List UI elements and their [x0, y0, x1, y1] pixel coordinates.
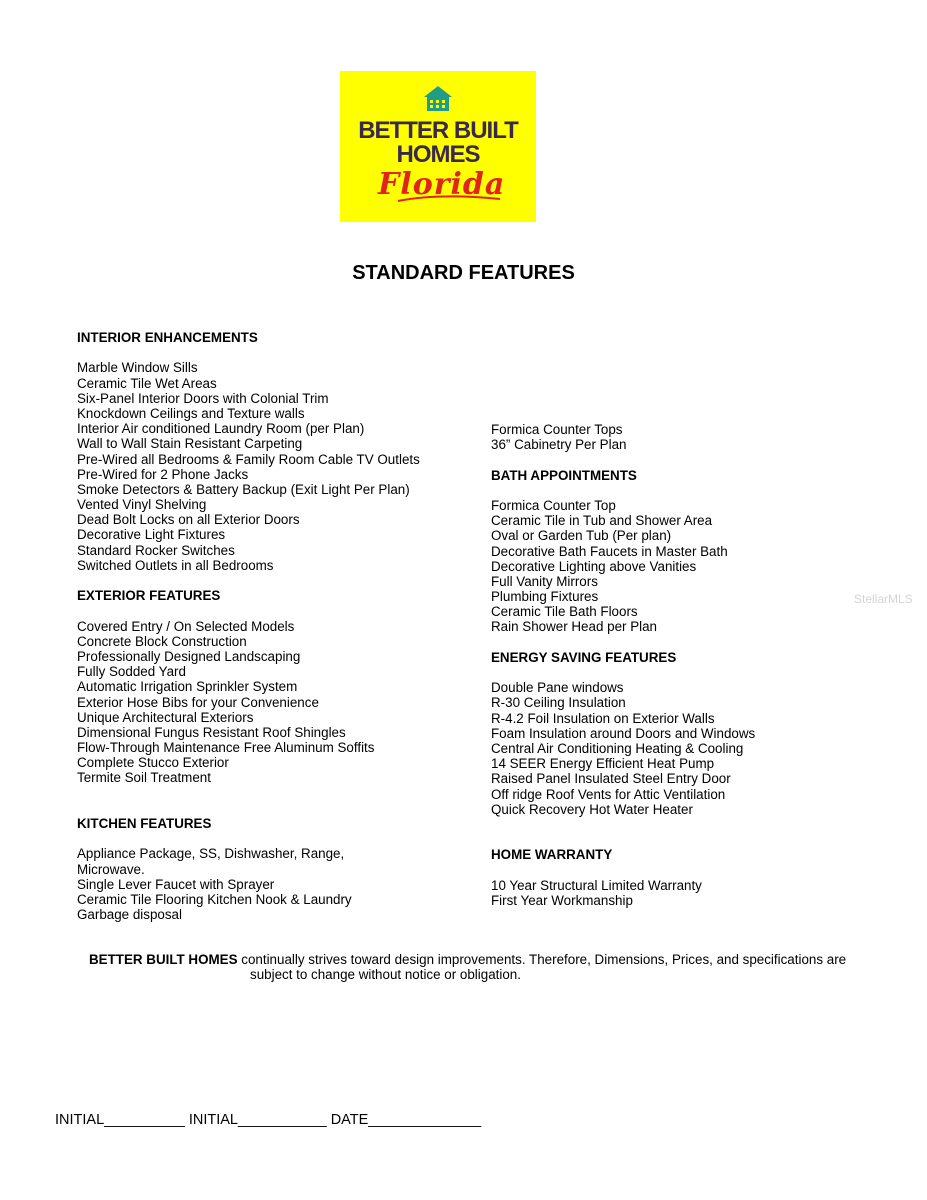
list-item: R-30 Ceiling Insulation — [491, 695, 626, 711]
list-item: Exterior Hose Bibs for your Convenience — [77, 694, 319, 710]
list-item: Knockdown Ceilings and Texture walls — [77, 405, 305, 421]
list-item: Unique Architectural Exteriors — [77, 709, 254, 725]
watermark: StellarMLS — [854, 592, 913, 606]
list-item: First Year Workmanship — [491, 892, 633, 908]
warranty-list — [491, 878, 871, 908]
list-item: Plumbing Fixtures — [491, 589, 599, 605]
logo-script: Florida — [378, 167, 506, 202]
list-item: Quick Recovery Hot Water Heater — [491, 801, 693, 817]
list-item: Full Vanity Mirrors — [491, 573, 598, 589]
disclaimer-line2: subject to change without notice or obligation. — [250, 967, 521, 983]
section-heading-kitchen: KITCHEN FEATURES — [77, 816, 212, 832]
interior-list — [77, 360, 457, 573]
list-item: Smoke Detectors & Battery Backup (Exit Light Per Plan) — [77, 481, 410, 497]
list-item: Complete Stucco Exterior — [77, 755, 229, 771]
list-item: Wall to Wall Stain Resistant Carpeting — [77, 436, 303, 452]
list-item: Ceramic Tile Bath Floors — [491, 604, 638, 620]
list-item: Switched Outlets in all Bedrooms — [77, 557, 274, 573]
list-item: Dead Bolt Locks on all Exterior Doors — [77, 512, 300, 528]
energy-list — [491, 680, 871, 817]
list-item: Covered Entry / On Selected Models — [77, 618, 295, 634]
list-item: 14 SEER Energy Efficient Heat Pump — [491, 756, 715, 772]
section-heading-exterior: EXTERIOR FEATURES — [77, 588, 221, 604]
list-item: Decorative Bath Faucets in Master Bath — [491, 543, 728, 559]
list-item: Standard Rocker Switches — [77, 542, 235, 558]
list-item: Dimensional Fungus Resistant Roof Shingles — [77, 724, 346, 740]
page-title: STANDARD FEATURES — [352, 262, 575, 284]
section-heading-interior: INTERIOR ENHANCEMENTS — [77, 330, 258, 345]
kitchen-cont-list — [491, 422, 871, 452]
list-item: 10 Year Structural Limited Warranty — [491, 877, 702, 893]
list-item: Automatic Irrigation Sprinkler System — [77, 679, 298, 695]
company-logo — [340, 71, 536, 222]
list-item: Off ridge Roof Vents for Attic Ventilation — [491, 786, 726, 802]
disclaimer-line1: continually strives toward design improvements. Therefore, Dimensions, Prices, and specifications are — [237, 952, 847, 967]
list-item: Raised Panel Insulated Steel Entry Door — [491, 771, 731, 787]
list-item: Marble Window Sills — [77, 360, 198, 376]
section-heading-bath: BATH APPOINTMENTS — [491, 467, 637, 483]
list-item: Concrete Block Construction — [77, 633, 247, 649]
list-item: Vented Vinyl Shelving — [77, 497, 207, 513]
list-item: Formica Counter Top — [491, 497, 616, 513]
list-item: Double Pane windows — [491, 680, 624, 696]
list-item: Central Air Conditioning Heating & Cooling — [491, 740, 744, 756]
list-item: Ceramic Tile Wet Areas — [77, 375, 217, 391]
list-item: Decorative Light Fixtures — [77, 527, 226, 543]
list-item: Six-Panel Interior Doors with Colonial Trim — [77, 390, 329, 406]
list-item: Formica Counter Tops — [491, 422, 623, 437]
list-item: Pre-Wired for 2 Phone Jacks — [77, 466, 249, 482]
disclaimer-brand: BETTER BUILT HOMES — [89, 952, 238, 967]
left-column — [77, 330, 457, 922]
list-item: Foam Insulation around Doors and Windows — [491, 725, 756, 741]
logo-line2: HOMES — [396, 141, 480, 168]
section-heading-warranty: HOME WARRANTY — [491, 847, 613, 863]
exterior-list — [77, 619, 457, 786]
list-item: Fully Sodded Yard — [77, 664, 186, 680]
right-column — [491, 422, 871, 908]
bath-list — [491, 498, 871, 635]
signature-line: INITIAL__________ INITIAL___________ DATE______________ — [55, 1112, 482, 1128]
logo-line1: BETTER BUILT — [358, 117, 518, 144]
list-item: Appliance Package, SS, Dishwasher, Range, Microwave. — [77, 846, 345, 877]
list-item: 36” Cabinetry Per Plan — [491, 437, 627, 453]
list-item: Flow-Through Maintenance Free Aluminum Soffits — [77, 740, 375, 756]
kitchen-list — [77, 846, 457, 922]
list-item: Oval or Garden Tub (Per plan) — [491, 528, 672, 544]
list-item: Professionally Designed Landscaping — [77, 648, 301, 664]
list-item: Single Lever Faucet with Sprayer — [77, 876, 275, 892]
list-item: Decorative Lighting above Vanities — [491, 558, 697, 574]
list-item: Termite Soil Treatment — [77, 770, 211, 786]
section-heading-energy: ENERGY SAVING FEATURES — [491, 649, 677, 665]
list-item: Pre-Wired all Bedrooms & Family Room Cable TV Outlets — [77, 451, 420, 467]
list-item: Interior Air conditioned Laundry Room (per Plan) — [77, 421, 365, 437]
list-item: R-4.2 Foil Insulation on Exterior Walls — [491, 710, 715, 726]
list-item: Ceramic Tile Flooring Kitchen Nook & Laundry — [77, 891, 352, 907]
disclaimer — [89, 952, 879, 982]
list-item: Ceramic Tile in Tub and Shower Area — [491, 513, 713, 529]
list-item: Garbage disposal — [77, 907, 182, 923]
list-item: Rain Shower Head per Plan — [491, 619, 657, 635]
